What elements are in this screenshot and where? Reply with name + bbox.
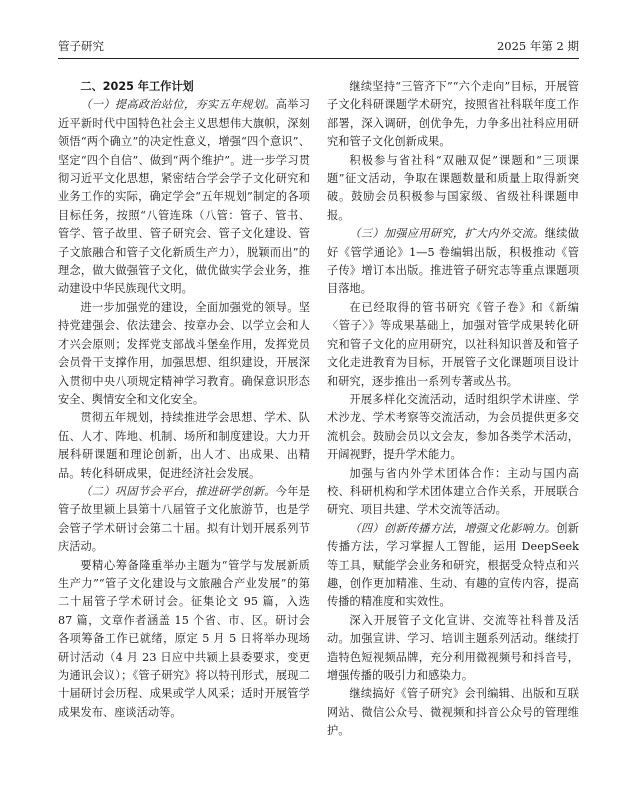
subsection-heading: （二）巩固节会平台，推进研学创新。 [80,484,276,498]
subsection-heading: （三）加强应用研究，扩大内外交流。 [349,227,545,241]
paragraph: 进一步加强党的建设，全面加强党的领导。坚持党建强会、依法建会、按章办会、以学立会和人才兴会原则；发挥党支部战斗堡垒作用，发挥党员会员骨干支撑作用，加强思想、组织建设，开展深入贯彻中央八项规定精神学习教育。确保意识形态安全、舆情安全和文化安全。 [58,300,310,406]
paragraph: 贯彻五年规划，持续推进学会思想、学术、队伍、人才、阵地、机制、场所和制度建设。大力开展科研课题和理论创新，出人才、出成果、出精品。转化科研成果，促进经济社会发展。 [58,411,310,480]
header-rule [58,58,579,59]
section-title: 二、2025 年工作计划 [80,80,194,93]
paragraph [58,96,310,298]
paragraph: 在已经取得的管书研究《管子卷》和《新编〈管子〉》等成果基础上，加强对管学成果转化研究和管子文化的应用研究，以社科知识普及和管子文化走进教育为目标，开展管子文化课题项目设计和研究，逐步推出一系列专著或丛书。 [327,300,579,388]
paragraph: 开展多样化交流活动，适时组织学术讲座、学术沙龙、学术考察等交流活动，为会员提供更多交流机会。鼓励会员以文会友，参加各类学术活动，开阔视野，提升学术能力。 [327,392,579,462]
paragraph [327,520,579,612]
paragraph: 继续搞好《管子研究》会刊编辑、出版和互联网站、微信公众号、微视频和抖音公众号的管理维护。 [327,687,579,738]
paragraph-text: 今年是管子故里颍上县第十八届管子文化旅游节，也是学会管子学术研讨会第二十届。拟有计划开展系列节庆活动。 [58,484,310,554]
paragraph: 继续坚持“三管齐下”“六个走向”目标，开展管子文化科研课题学术研究，按照省社科联年度工作部署，深入调研，创优争先，力争多出社科应用研究和管子文化创新成果。 [327,80,579,149]
journal-name: 管子研究 [58,39,104,53]
running-head [58,37,579,55]
right-column [327,78,579,741]
issue-number: 2025 年第 2 期 [496,39,579,53]
paragraph [58,483,310,557]
paragraph: 积极参与省社科“双融双促”课题和“三项课题”征文活动，争取在课题数量和质量上取得新突破。鼓励会员积极参与国家级、省级社科课题申报。 [327,153,579,222]
left-column [58,78,310,722]
paragraph-text: 继续做好《管学通论》1—5 卷编辑出版，积极推动《管子传》增订本出版。推进管子研究志等重点课题项目落地。 [327,227,579,296]
paragraph: 要精心筹备隆重举办主题为“管学与发展新质生产力”“管子文化建设与文旅融合产业发展”的第二十届管子学术研讨会。征集论文 95 篇，入选 87 篇，文章作者涵盖 15 个省、市、区。研讨会各项筹备工作已就绪，原定 5 月 5 日将举办现场研讨活动（4 月 23 日应中共颍上县委要求，变更为通讯会议）；《管子研究》将以特刊形式，展现二十届研讨会历程、成果或学人风采；适时开展管学成果发布、座谈活动等。 [58,558,310,719]
subsection-heading: （四）创新传播方法，增强文化影响力。 [349,521,557,535]
subsection-heading: （一）提高政治站位，夯实五年规划。 [80,98,276,112]
paragraph [327,225,579,299]
paragraph: 加强与省内外学术团体合作：主动与国内高校、科研机构和学术团体建立合作关系，开展联合研究、项目共建、学术交流等活动。 [327,466,579,517]
paragraph-text: 创新传播方法，学习掌握人工智能，运用 DeepSeek 等工具，赋能学会业务和研究，根据受众特点和兴趣，创作更加精准、生动、有趣的宣传内容，提高传播的精准度和实效性。 [327,521,579,609]
paragraph: 深入开展管子文化宣讲、交流等社科普及活动。加强宣讲、学习、培训主题系列活动。继续打造特色短视频品牌，充分利用微视频号和抖音号，增强传播的吸引力和感染力。 [327,613,579,682]
paragraph-text: 高举习近平新时代中国特色社会主义思想伟大旗帜，深刻领悟“两个确立”的决定性意义，增强“四个意识”、坚定“四个自信”、做到“两个维护”。进一步学习贯彻习近平文化思想，紧密结合学会学子文化研究和业务工作的实际，确定学会“五年规划”制定的各项目标任务，按照“八管连珠（八管：管子、管书、管学、管子故里、管子研究会、管子文化建设、管子文旅融合和管子文化新质生产力），脱颖而出”的理念，做大做强管子文化，做优做实学会业务，推动建设中华民族现代文明。 [58,98,310,296]
